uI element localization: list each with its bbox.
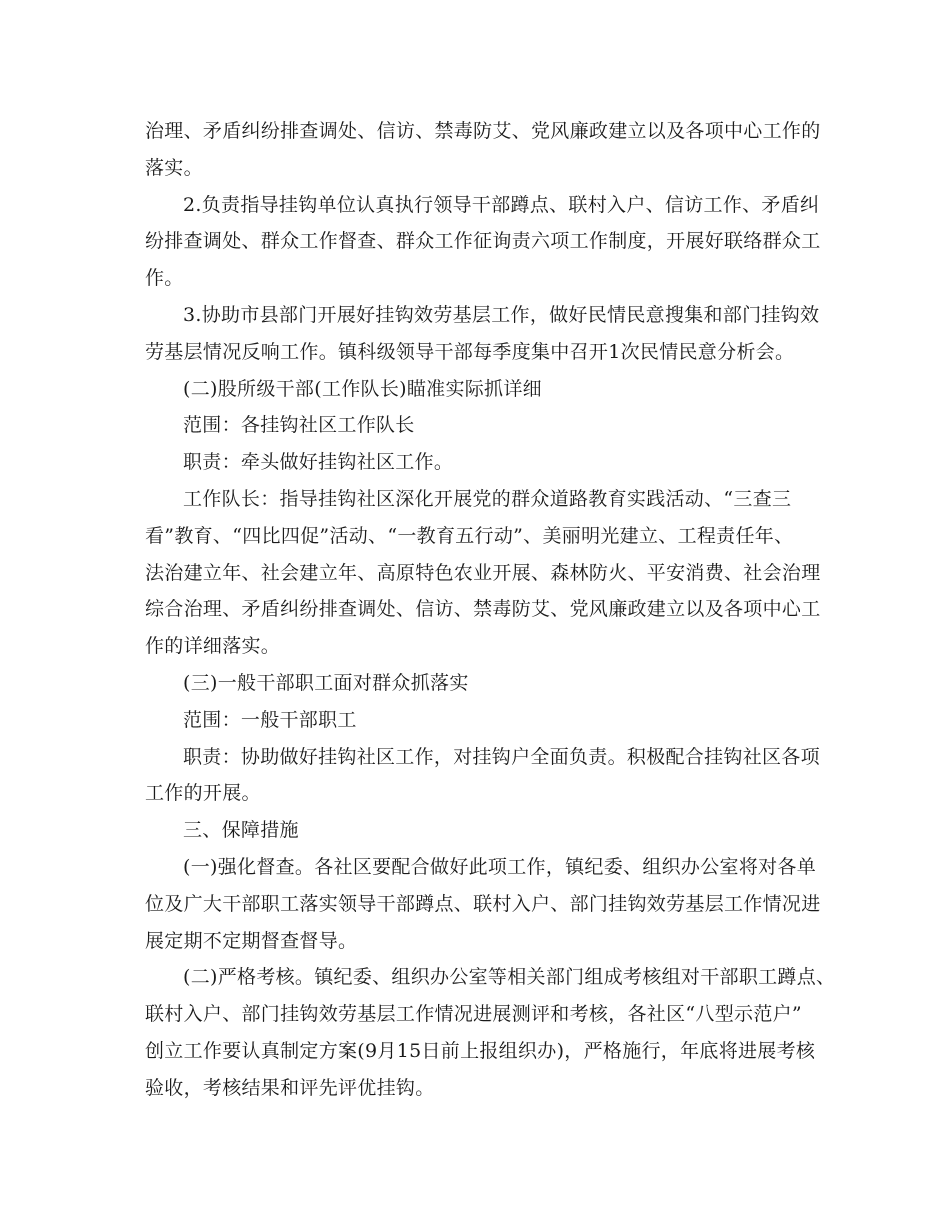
text-line: 范围：各挂钩社区工作队长 — [183, 414, 415, 437]
text-line: 纷排查调处、群众工作督查、群众工作征询责六项工作制度，开展好联络群众工 — [145, 230, 821, 253]
text-line: 作的详细落实。 — [145, 635, 281, 658]
section-heading: (三)一般干部职工面对群众抓落实 — [183, 671, 469, 694]
text-line: 治理、矛盾纠纷排查调处、信访、禁毒防艾、党风廉政建立以及各项中心工作的 — [145, 120, 821, 142]
text-line: 作。 — [145, 267, 184, 290]
text-line: 职责：协助做好挂钩社区工作，对挂钩户全面负责。积极配合挂钩社区各项 — [183, 745, 820, 768]
text-line: 展定期不定期督查督导。 — [145, 929, 358, 952]
section-heading: 三、保障措施 — [183, 819, 299, 842]
text-line: 创立工作要认真制定方案(9月15日前上报组织办)，严格施行，年底将进展考核 — [145, 1039, 816, 1062]
text-line: 工作的开展。 — [145, 782, 261, 805]
text-line: (一)强化督查。各社区要配合做好此项工作，镇纪委、组织办公室将对各单 — [183, 855, 817, 878]
text-line: 范围：一般干部职工 — [183, 708, 357, 731]
text-line: 位及广大干部职工落实领导干部蹲点、联村入户、部门挂钩效劳基层工作情况进 — [145, 892, 821, 915]
text-line: 看”教育、“四比四促”活动、“一教育五行动”、美丽明光建立、工程责任年、 — [145, 524, 794, 547]
text-line: 3.协助市县部门开展好挂钩效劳基层工作，做好民情民意搜集和部门挂钩效 — [183, 303, 820, 326]
text-line: 验收，考核结果和评先评优挂钩。 — [145, 1076, 435, 1099]
text-line: 职责：牵头做好挂钩社区工作。 — [183, 451, 454, 474]
text-line: 法治建立年、社会建立年、高原特色农业开展、森林防火、平安消费、社会治理 — [145, 561, 821, 584]
section-heading: (二)股所级干部(工作队长)瞄准实际抓详细 — [183, 377, 542, 400]
text-line: 联村入户、部门挂钩效劳基层工作情况进展测评和考核，各社区“八型示范户” — [145, 1003, 802, 1026]
text-line: 落实。 — [145, 156, 203, 179]
text-line: 2.负责指导挂钩单位认真执行领导干部蹲点、联村入户、信访工作、矛盾纠 — [183, 193, 820, 216]
text-line: (二)严格考核。镇纪委、组织办公室等相关部门组成考核组对干部职工蹲点、 — [183, 966, 836, 989]
text-line: 劳基层情况反响工作。镇科级领导干部每季度集中召开1次民情民意分析会。 — [145, 340, 795, 363]
document-body — [145, 113, 836, 1107]
text-line: 综合治理、矛盾纠纷排查调处、信访、禁毒防艾、党风廉政建立以及各项中心工 — [145, 598, 821, 621]
text-line: 工作队长：指导挂钩社区深化开展党的群众道路教育实践活动、“三查三 — [183, 487, 792, 510]
